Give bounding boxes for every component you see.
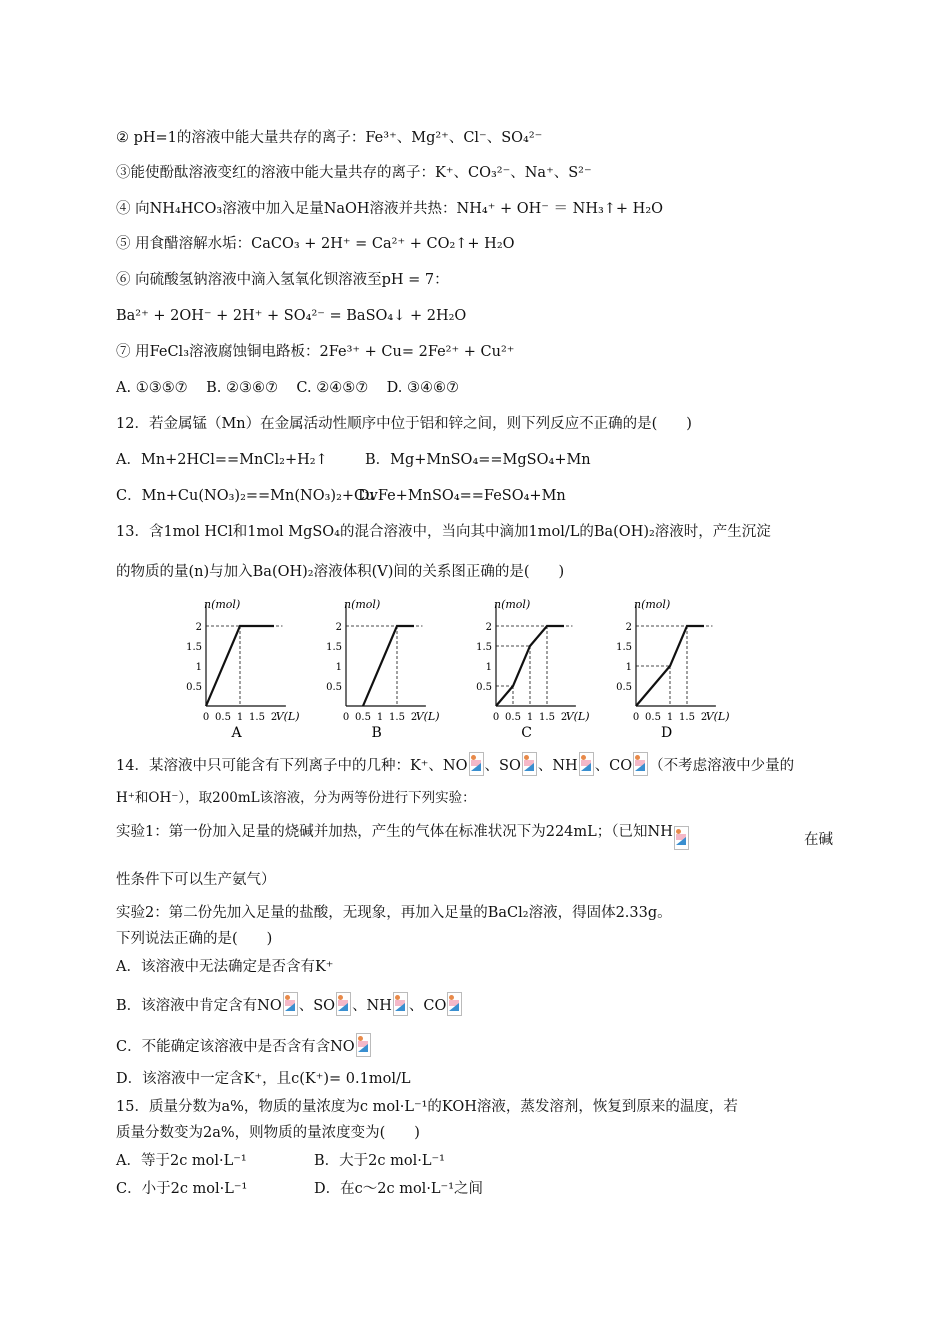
q14-exp1-b: 性条件下可以生产氨气） — [116, 872, 276, 888]
y-axis-label: n(mol) — [344, 598, 381, 611]
y-axis-label: n(mol) — [204, 598, 241, 611]
broken-image-icon — [393, 992, 408, 1016]
q15-stem-2: 质量分数变为2a%，则物质的量浓度变为( ) — [116, 1125, 420, 1141]
line-5: ⑤ 用食醋溶解水垢：CaCO₃ + 2H⁺ = Ca²⁺ + CO₂↑+ H₂O — [116, 236, 515, 252]
q11-options: A. ①③⑤⑦ B. ②③⑥⑦ C. ②④⑤⑦ D. ③④⑥⑦ — [116, 380, 459, 396]
x-tick-label: 2 — [410, 712, 418, 723]
x-tick-label: 1 — [666, 712, 674, 723]
q12-stem: 12．若金属锰（Mn）在金属活动性顺序中位于铝和锌之间，则下列反应不正确的是( ) — [116, 416, 692, 432]
y-tick-label: 1.5 — [476, 642, 492, 653]
x-tick-label: 2 — [700, 712, 708, 723]
line-3: ③能使酚酞溶液变红的溶液中能大量共存的离子：K⁺、CO₃²⁻、Na⁺、S²⁻ — [116, 165, 592, 181]
x-tick-label: 1.5 — [539, 712, 555, 723]
data-line — [363, 626, 414, 706]
x-tick-label: 0 — [492, 712, 500, 723]
x-tick-label: 0 — [342, 712, 350, 723]
broken-image-icon — [336, 992, 351, 1016]
broken-image-icon — [633, 752, 648, 776]
y-tick-label: 2 — [485, 622, 492, 633]
q14-option-c: C．不能确定该溶液中是否含有含NO — [116, 1033, 372, 1057]
q12-option-d: DvFe+MnSO₄==FeSO₄+Mn — [358, 488, 566, 504]
y-tick-label: 1.5 — [186, 642, 202, 653]
graph-letter: D — [660, 725, 673, 741]
x-tick-label: 0.5 — [645, 712, 661, 723]
x-tick-label: 1.5 — [389, 712, 405, 723]
broken-image-icon — [579, 752, 594, 776]
graph-a — [180, 598, 320, 743]
y-tick-label: 2 — [625, 622, 632, 633]
y-tick-label: 1 — [335, 662, 342, 673]
y-tick-label: 1.5 — [616, 642, 632, 653]
graph-letter: A — [231, 725, 242, 741]
q14-option-d: D．该溶液中一定含K⁺，且c(K⁺)= 0.1mol/L — [116, 1071, 411, 1087]
y-tick-label: 0.5 — [616, 682, 632, 693]
broken-image-icon — [674, 826, 689, 850]
y-tick-label: 2 — [195, 622, 202, 633]
y-tick-label: 1 — [485, 662, 492, 673]
x-tick-label: 1.5 — [249, 712, 265, 723]
q14-exp1-tail: 在碱 — [804, 832, 833, 848]
x-tick-label: 1.5 — [679, 712, 695, 723]
y-tick-label: 1 — [625, 662, 632, 673]
x-tick-label: 1 — [236, 712, 244, 723]
q15-option-d: D．在c～2c mol·L⁻¹之间 — [314, 1181, 484, 1197]
line-2: ② pH=1的溶液中能大量共存的离子：Fe³⁺、Mg²⁺、Cl⁻、SO₄²⁻ — [116, 130, 543, 146]
y-tick-label: 1 — [195, 662, 202, 673]
x-tick-label: 1 — [376, 712, 384, 723]
broken-image-icon — [522, 752, 537, 776]
x-tick-label: 0.5 — [355, 712, 371, 723]
q13-stem-2: 的物质的量(n)与加入Ba(OH)₂溶液体积(V)间的关系图正确的是( ) — [116, 564, 565, 580]
y-axis-label: n(mol) — [634, 598, 671, 611]
x-tick-label: 0.5 — [215, 712, 231, 723]
line-4: ④ 向NH₄HCO₃溶液中加入足量NaOH溶液并共热：NH₄⁺ + OH⁻ ＝ NH₃↑+ H₂O — [116, 201, 664, 217]
q13-stem-1: 13．含1mol HCl和1mol MgSO₄的混合溶液中，当向其中滴加1mol/L的Ba(OH)₂溶液时，产生沉淀 — [116, 524, 771, 540]
x-axis-label: V(L) — [565, 710, 590, 723]
graph-letter: B — [371, 725, 382, 741]
q13-graphs — [180, 598, 780, 743]
q15-stem-1: 15．质量分数为a%，物质的量浓度为c mol·L⁻¹的KOH溶液，蒸发溶剂，恢复到原来的温度，若 — [116, 1099, 738, 1115]
line-6b: Ba²⁺ + 2OH⁻ + 2H⁺ + SO₄²⁻ = BaSO₄↓ + 2H₂O — [116, 308, 467, 324]
x-tick-label: 2 — [560, 712, 568, 723]
broken-image-icon — [356, 1033, 371, 1057]
line-6: ⑥ 向硫酸氢钠溶液中滴入氢氧化钡溶液至pH = 7： — [116, 272, 449, 288]
broken-image-icon — [469, 752, 484, 776]
q14-stem-1: 14．某溶液中只可能含有下列离子中的几种：K⁺、NO 、SO 、NH 、CO （不考虑溶液中少量的 — [116, 752, 794, 776]
q14-exp1: 实验1：第一份加入足量的烧碱并加热，产生的气体在标准状况下为224mL；（已知NH — [116, 822, 690, 850]
x-axis-label: V(L) — [415, 710, 440, 723]
broken-image-icon — [447, 992, 462, 1016]
y-tick-label: 0.5 — [326, 682, 342, 693]
broken-image-icon — [283, 992, 298, 1016]
line-7: ⑦ 用FeCl₃溶液腐蚀铜电路板：2Fe³⁺ + Cu= 2Fe²⁺ + Cu²⁺ — [116, 344, 515, 360]
y-axis-label: n(mol) — [494, 598, 531, 611]
x-tick-label: 0.5 — [505, 712, 521, 723]
x-tick-label: 0 — [202, 712, 210, 723]
y-tick-label: 0.5 — [476, 682, 492, 693]
x-axis-label: V(L) — [705, 710, 730, 723]
x-axis-label: V(L) — [275, 710, 300, 723]
q15-option-a: A．等于2c mol·L⁻¹ — [116, 1153, 247, 1169]
y-tick-label: 1.5 — [326, 642, 342, 653]
q14-option-a: A．该溶液中无法确定是否含有K⁺ — [116, 959, 334, 975]
q12-option-b: B．Mg+MnSO₄==MgSO₄+Mn — [365, 452, 591, 468]
x-tick-label: 1 — [526, 712, 534, 723]
graph-c — [470, 598, 610, 743]
q14-stem-2: H⁺和OH⁻），取200mL该溶液，分为两等份进行下列实验： — [116, 790, 476, 806]
q14-exp2: 实验2：第二份先加入足量的盐酸，无现象，再加入足量的BaCl₂溶液，得固体2.33g。 — [116, 905, 672, 921]
graph-letter: C — [521, 725, 532, 741]
x-tick-label: 2 — [270, 712, 278, 723]
q15-option-b: B．大于2c mol·L⁻¹ — [314, 1153, 445, 1169]
q12-option-a: A．Mn+2HCl==MnCl₂+H₂↑ — [116, 452, 328, 468]
q12-option-c: C．Mn+Cu(NO₃)₂==Mn(NO₃)₂+Cu — [116, 488, 375, 504]
y-tick-label: 2 — [335, 622, 342, 633]
q14-question: 下列说法正确的是( ) — [116, 931, 273, 947]
x-tick-label: 0 — [632, 712, 640, 723]
graph-d — [610, 598, 750, 743]
y-tick-label: 0.5 — [186, 682, 202, 693]
q15-option-c: C．小于2c mol·L⁻¹ — [116, 1181, 248, 1197]
graph-b — [320, 598, 460, 743]
q14-option-b: B．该溶液中肯定含有NO 、SO 、NH 、CO — [116, 992, 463, 1016]
